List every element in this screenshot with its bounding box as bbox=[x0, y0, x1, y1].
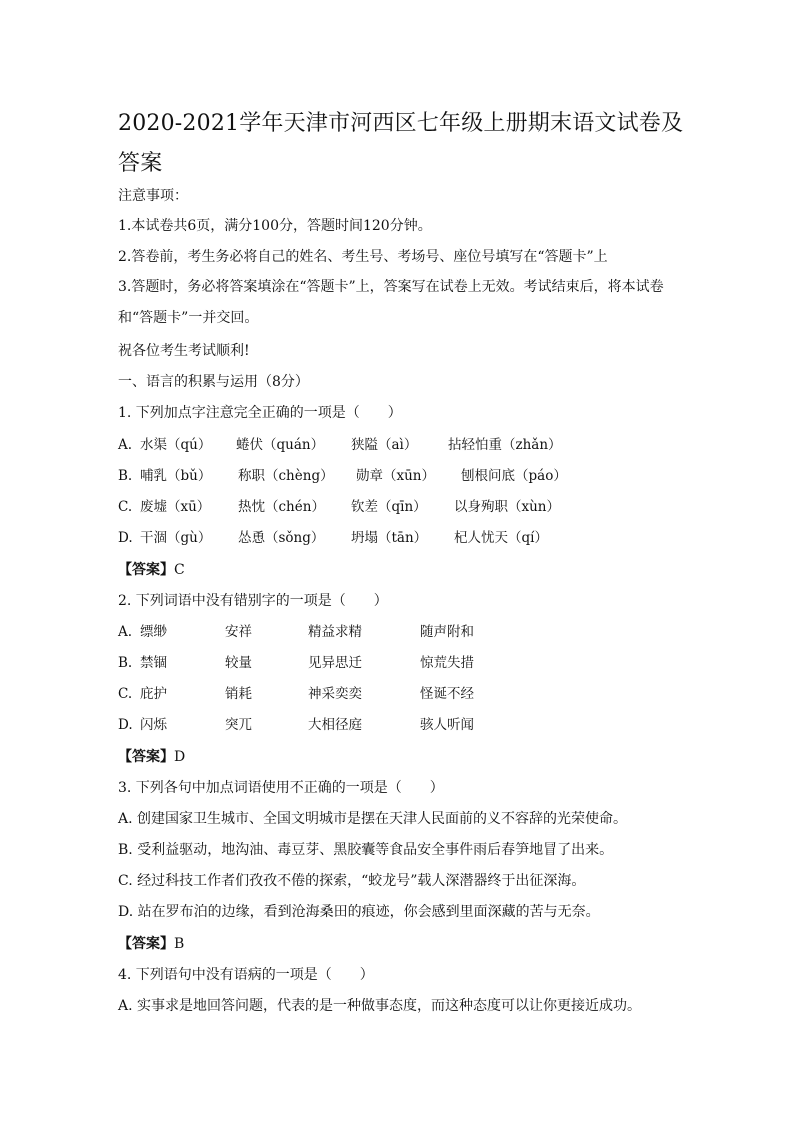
notice-item-2: 2.答卷前，考生务必将自己的姓名、考生号、考场号、座位号填写在“答题卡”上 bbox=[118, 249, 608, 265]
option-word: 大相径庭 bbox=[308, 717, 362, 733]
option-word: 精益求精 bbox=[308, 624, 362, 640]
q1-stem: 1. 下列加点字注意完全正确的一项是（ ） bbox=[118, 405, 402, 421]
answer-label: 【答案】 bbox=[118, 936, 174, 952]
q3-option-d: D. 站在罗布泊的边缘，看到沧海桑田的痕迹，你会感到里面深藏的苦与无奈。 bbox=[118, 904, 600, 920]
document-title: 2020-2021学年天津市河西区七年级上册期末语文试卷及答案 bbox=[118, 111, 684, 176]
option-word: 怪诞不经 bbox=[420, 686, 474, 702]
answer-label: 【答案】 bbox=[118, 749, 174, 765]
option-label: C. bbox=[118, 686, 133, 702]
option-word: 缥缈 bbox=[140, 624, 167, 640]
option-word: 热忱（chén） bbox=[238, 499, 325, 515]
option-word: 怂恿（sǒng） bbox=[238, 530, 325, 546]
option-word: 勋章（xūn） bbox=[356, 468, 436, 484]
option-word: 称职（chèng） bbox=[238, 468, 334, 484]
option-label: A. bbox=[118, 437, 133, 453]
option-label: D. bbox=[118, 717, 133, 733]
option-word: 刨根问底（páo） bbox=[461, 468, 567, 484]
option-word: 狭隘（aì） bbox=[351, 437, 418, 453]
q4-option-a: A. 实事求是地回答问题，代表的是一种做事态度，而这种态度可以让你更接近成功。 bbox=[118, 998, 642, 1014]
notice-item-1: 1.本试卷共6页，满分100分，答题时间120分钟。 bbox=[118, 218, 432, 234]
option-word: 杞人忧天（qí） bbox=[454, 530, 548, 546]
q3-option-b: B. 受利益驱动，地沟油、毒豆芽、黑胶囊等食品安全事件雨后春笋地冒了出来。 bbox=[118, 842, 614, 858]
option-word: 神采奕奕 bbox=[308, 686, 362, 702]
notice-item-3: 3.答题时，务必将答案填涂在“答题卡”上，答案写在试卷上无效。考试结束后，将本试卷和“答题卡”一并交回。 bbox=[118, 279, 664, 326]
option-word: 水渠（qú） bbox=[140, 437, 212, 453]
option-word: 禁锢 bbox=[140, 655, 167, 671]
option-word: 蜷伏（quán） bbox=[236, 437, 325, 453]
q3-option-a: A. 创建国家卫生城市、全国文明城市是摆在天津人民面前的义不容辞的光荣使命。 bbox=[118, 811, 628, 827]
q3-option-c: C. 经过科技工作者们孜孜不倦的探索，“蛟龙号”载人深潜器终于出征深海。 bbox=[118, 873, 586, 889]
answer-value: C bbox=[174, 562, 185, 578]
option-label: B. bbox=[118, 468, 133, 484]
notice-wish: 祝各位考生考试顺利! bbox=[118, 343, 250, 359]
answer-label: 【答案】 bbox=[118, 562, 174, 578]
option-label: C. bbox=[118, 499, 133, 515]
option-word: 钦差（qīn） bbox=[351, 499, 427, 515]
q3-answer bbox=[118, 934, 184, 954]
q4-stem: 4. 下列语句中没有语病的一项是（ ） bbox=[118, 967, 374, 983]
option-word: 销耗 bbox=[225, 686, 252, 702]
option-word: 废墟（xū） bbox=[140, 499, 211, 515]
option-word: 干涸（gù） bbox=[140, 530, 212, 546]
option-word: 随声附和 bbox=[420, 624, 474, 640]
option-word: 突兀 bbox=[225, 717, 252, 733]
notice-heading: 注意事项： bbox=[118, 188, 188, 204]
option-word: 拈轻怕重（zhǎn） bbox=[448, 437, 562, 453]
q1-answer bbox=[118, 560, 185, 580]
option-word: 闪烁 bbox=[140, 717, 167, 733]
answer-value: B bbox=[174, 936, 185, 952]
option-word: 见异思迁 bbox=[308, 655, 362, 671]
q3-stem: 3. 下列各句中加点词语使用不正确的一项是（ ） bbox=[118, 780, 444, 796]
option-word: 惊荒失措 bbox=[420, 655, 474, 671]
option-word: 坍塌（tān） bbox=[351, 530, 428, 546]
section1-heading: 一、语言的积累与运用（8分） bbox=[118, 374, 309, 390]
option-word: 庇护 bbox=[140, 686, 167, 702]
answer-value: D bbox=[174, 749, 186, 765]
q2-stem: 2. 下列词语中没有错别字的一项是（ ） bbox=[118, 593, 388, 609]
option-word: 哺乳（bǔ） bbox=[140, 468, 212, 484]
option-word: 骇人听闻 bbox=[420, 717, 474, 733]
q2-answer bbox=[118, 747, 185, 767]
option-word: 较量 bbox=[225, 655, 252, 671]
option-word: 安祥 bbox=[225, 624, 252, 640]
option-label: A. bbox=[118, 624, 133, 640]
option-label: B. bbox=[118, 655, 133, 671]
option-word: 以身殉职（xùn） bbox=[454, 499, 561, 515]
option-label: D. bbox=[118, 530, 133, 546]
